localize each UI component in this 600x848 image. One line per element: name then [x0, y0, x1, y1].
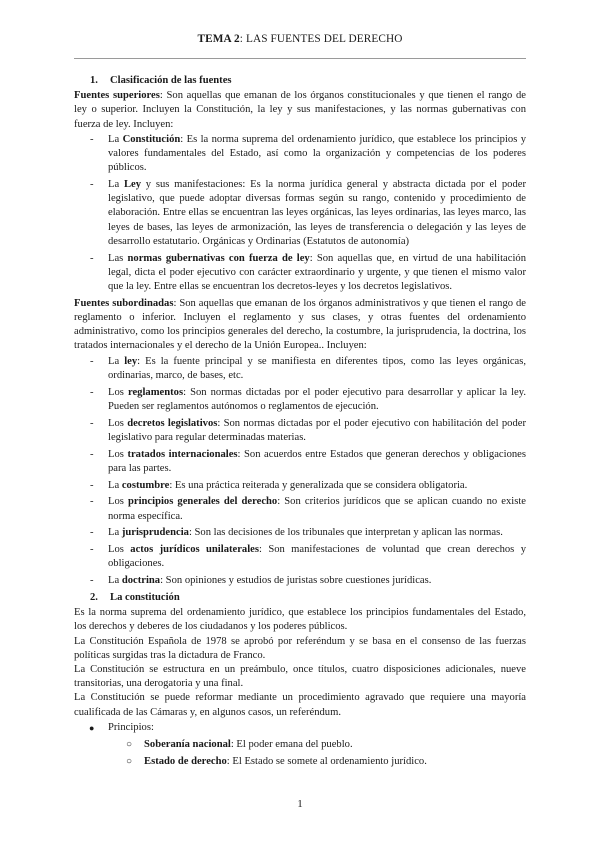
header-divider	[74, 58, 526, 59]
paragraph: Es la norma suprema del ordenamiento jurídico, que establece los principios fundamentales del Estado, los derechos y deberes de los ciudadanos y los poderes públicos.	[74, 607, 526, 633]
section-2-heading	[74, 591, 526, 605]
dash-marker: -	[90, 386, 94, 398]
circle-bullet-icon: ○	[126, 739, 133, 751]
dash-marker: -	[90, 479, 94, 491]
item-text: : Son acuerdos entre Estados que generan derechos y obligaciones para las partes.	[108, 448, 526, 474]
dash-marker: -	[90, 575, 94, 587]
list-item	[90, 355, 526, 383]
dash-marker: -	[90, 133, 94, 145]
paragraph: La Constitución se puede reformar mediante un procedimiento agravado que requiere una mayoría cualificada de las Cámaras y, en algunos casos, un referéndum.	[74, 692, 526, 718]
item-term: normas gubernativas con fuerza de ley	[127, 252, 310, 264]
list-item	[90, 252, 526, 295]
paragraph: La Constitución Española de 1978 se aprobó por referéndum y se basa en el consenso de las fuerzas políticas surgidas tras la dictadura de Franco.	[74, 635, 526, 661]
section-2-title: La constitución	[110, 592, 180, 604]
item-term: jurisprudencia	[121, 527, 189, 539]
section-2-number: 2.	[90, 592, 98, 604]
item-term: Soberanía nacional	[144, 739, 231, 751]
principios-label-item	[89, 721, 526, 770]
list-item	[126, 738, 526, 752]
fuentes-subordinadas-term: Fuentes subordinadas	[74, 297, 174, 309]
item-text: : El Estado se somete al ordenamiento jurídico.	[226, 756, 427, 768]
item-text: : Son manifestaciones de voluntad que crean derechos y obligaciones.	[108, 544, 526, 570]
list-item	[90, 495, 526, 523]
document-body	[74, 74, 526, 772]
item-term: Ley	[123, 179, 142, 191]
item-pre: La	[108, 479, 122, 491]
section-1-heading	[74, 74, 526, 88]
subordinadas-list	[74, 355, 526, 589]
header-title-rest: : LAS FUENTES DEL DERECHO	[239, 33, 403, 45]
fuentes-superiores-term: Fuentes superiores	[74, 90, 160, 102]
item-text: : Es una práctica reiterada y generalizada que se considera obligatoria.	[169, 479, 468, 491]
list-item	[90, 448, 526, 476]
circle-bullet-icon: ○	[126, 756, 133, 768]
item-term: principios generales del derecho	[128, 496, 278, 508]
item-pre: Los	[108, 386, 128, 398]
dash-marker: -	[90, 355, 94, 367]
item-pre: Las	[108, 252, 128, 264]
item-term: doctrina	[121, 575, 161, 587]
bullet-icon: ●	[89, 722, 95, 733]
item-term: costumbre	[121, 479, 170, 491]
item-pre: La	[108, 179, 124, 191]
item-text: y sus manifestaciones: Es la norma jurídica general y abstracta dictada por el poder legislativo, que puede adoptar diversas formas según su rango, contenido y procedimiento de elaboración. Entre ellas se encuentran las leyes orgánicas, las leyes ordinarias, las leyes marco, las leyes de bases, las leyes de armonización, las leyes de transferencia o delegación y las leyes de desarrollo estatutario. Orgánicas y Ordinarias (Estatutos de autonomía)	[108, 179, 526, 247]
list-item	[90, 386, 526, 414]
dash-marker: -	[90, 179, 94, 191]
item-term: Estado de derecho	[144, 756, 227, 768]
item-term: decretos legislativos	[127, 417, 218, 429]
principios-label: Principios:	[108, 721, 154, 733]
header-title-bold: TEMA 2	[197, 33, 240, 45]
principios-list	[74, 721, 526, 770]
item-text: : Son criterios jurídicos que se aplican cuando no existe norma específica.	[108, 496, 526, 522]
item-term: actos jurídicos unilaterales	[130, 544, 259, 556]
item-term: ley	[124, 355, 138, 367]
dash-marker: -	[90, 252, 94, 264]
item-pre: La	[108, 133, 123, 145]
list-item	[90, 574, 526, 588]
list-item	[90, 178, 526, 249]
list-item	[90, 479, 526, 493]
item-pre: La	[108, 575, 122, 587]
item-text: : Son normas dictadas por el poder ejecutivo para desarrollar y aplicar la ley. Pueden ser reglamentos autónomos o reglamentos de ejecución.	[108, 386, 526, 412]
item-text: : Son normas dictadas por el poder ejecutivo con habilitación del poder legislativo para regular determinadas materias.	[108, 417, 526, 443]
fuentes-superiores-text: : Son aquellas que emanan de los órganos constitucionales y que tienen el rango de ley o superior. Incluyen la Constitución, la ley y sus manifestaciones, y las normas gubernativas con fuerza de ley. Incluyen:	[74, 90, 527, 130]
fuentes-superiores-paragraph	[74, 89, 526, 132]
item-pre: La	[108, 355, 125, 367]
item-text: : Son las decisiones de los tribunales que interpretan y aplican las normas.	[188, 527, 503, 539]
item-pre: La	[108, 527, 122, 539]
list-item	[90, 543, 526, 571]
dash-marker: -	[90, 496, 94, 508]
list-item	[90, 417, 526, 445]
item-pre: Los	[108, 448, 128, 460]
list-item	[90, 526, 526, 540]
section-1-number: 1.	[90, 75, 98, 86]
section-1-title: Clasificación de las fuentes	[110, 75, 232, 86]
superiores-list	[74, 133, 526, 294]
page-number: 1	[297, 798, 303, 810]
item-term: reglamentos	[127, 386, 184, 398]
item-term: tratados internacionales	[127, 448, 238, 460]
fuentes-subordinadas-text: : Son aquellas que emanan de los órganos administrativos y que tienen el rango de reglamento o inferior. Incluyen el reglamento y sus clases, y otras fuentes del ordenamiento administrativo, como los principios generales del derecho, la costumbre, la jurisprudencia, la doctrina, los tratados internacionales y el derecho de la Unión Europea.. Incluyen:	[74, 297, 526, 352]
dash-marker: -	[90, 417, 94, 429]
fuentes-subordinadas-paragraph	[74, 297, 526, 354]
item-text: : Es la norma suprema del ordenamiento jurídico, que establece los principios y valores fundamentales del Estado, así como la organización y competencias de los poderes públicos.	[108, 133, 527, 174]
principios-sublist	[108, 738, 526, 769]
paragraph: La Constitución se estructura en un preámbulo, once títulos, cuatro disposiciones adicionales, nueve transitorias, una derogatoria y una final.	[74, 664, 526, 690]
dash-marker: -	[90, 448, 94, 460]
dash-marker: -	[90, 544, 94, 556]
item-pre: Los	[108, 496, 128, 508]
dash-marker: -	[90, 527, 94, 539]
item-term: Constitución	[122, 133, 181, 145]
page-header	[0, 33, 600, 45]
list-item	[90, 133, 527, 176]
item-text: : Son opiniones y estudios de juristas sobre cuestiones jurídicas.	[160, 575, 432, 587]
item-pre: Los	[108, 544, 131, 556]
list-item	[126, 755, 526, 769]
item-text: : El poder emana del pueblo.	[230, 739, 353, 751]
item-text: : Es la fuente principal y se manifiesta en diferentes tipos, como las leyes orgánicas, ordinarias, marco, de bases, etc.	[108, 355, 526, 381]
item-pre: Los	[108, 417, 128, 429]
item-text: : Son aquellas que, en virtud de una habilitación legal, dicta el poder ejecutivo con carácter extraordinario y urgente, y que tienen el mismo valor que la ley. Entre ellas se encuentran los decretos-leyes y los decretos legislativos.	[108, 252, 526, 293]
